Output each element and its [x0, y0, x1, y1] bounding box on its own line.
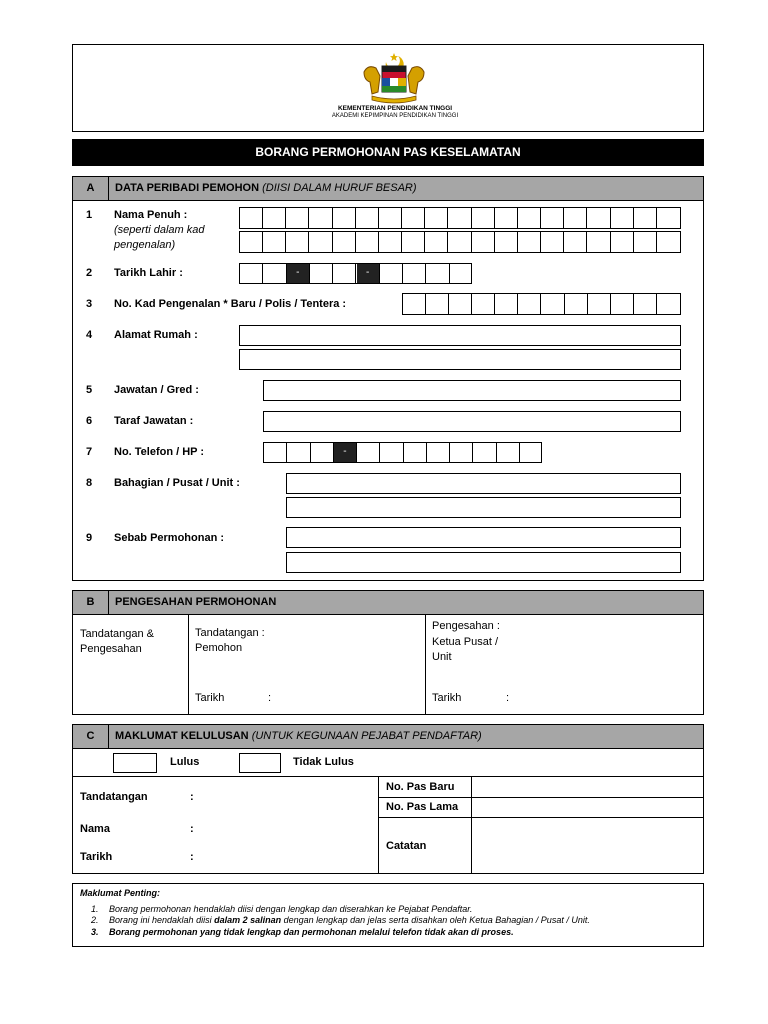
- section-c-letter: C: [73, 725, 109, 748]
- label-pemohon: Pemohon: [195, 642, 243, 654]
- char-cell[interactable]: [518, 208, 541, 228]
- coat-of-arms-logo: [358, 52, 430, 104]
- label-lulus: Lulus: [170, 756, 200, 768]
- form-title: BORANG PERMOHONAN PAS KESELAMATAN: [255, 145, 521, 159]
- char-cell[interactable]: [448, 208, 471, 228]
- label-tarikh-ketua: Tarikh: [432, 692, 462, 704]
- field-num-8: 8: [86, 477, 93, 489]
- section-b-divider-1: [188, 615, 189, 715]
- section-b-divider-2: [425, 615, 426, 715]
- char-cell[interactable]: [472, 208, 495, 228]
- note-num-1: 1.: [91, 904, 99, 914]
- char-cell[interactable]: [402, 208, 425, 228]
- char-cell[interactable]: [263, 208, 286, 228]
- label-nama-c: Nama: [80, 823, 110, 835]
- char-cell[interactable]: [263, 232, 286, 252]
- alamat-rumah-input-2[interactable]: [239, 349, 681, 370]
- label-kad-pengenalan: No. Kad Pengenalan * Baru / Polis / Tentera :: [114, 298, 347, 310]
- char-cell[interactable]: [495, 294, 518, 314]
- char-cell[interactable]: [611, 208, 634, 228]
- label-alamat-rumah: Alamat Rumah :: [114, 329, 198, 341]
- bahagian-input-1[interactable]: [286, 473, 681, 494]
- bahagian-input-2[interactable]: [286, 497, 681, 518]
- sebab-input-2[interactable]: [286, 552, 681, 573]
- char-cell[interactable]: [564, 208, 587, 228]
- note-text-2: Borang ini hendaklah diisi dalam 2 salinan dengan lengkap dan jelas serta disahkan oleh Ketua Bahagian / Pusat / Unit.: [109, 915, 590, 925]
- section-c-header: [73, 725, 703, 749]
- ministry-name: KEMENTERIAN PENDIDIKAN TINGGI: [337, 105, 453, 112]
- label-taraf-jawatan: Taraf Jawatan :: [114, 415, 194, 427]
- char-cell[interactable]: [425, 208, 448, 228]
- char-cell[interactable]: [634, 208, 657, 228]
- label-nama-penuh-note: (seperti dalam kad pengenalan): [114, 224, 205, 251]
- colon-tandatangan-c: :: [190, 791, 194, 803]
- char-cell[interactable]: [403, 294, 426, 314]
- label-tandatangan-pemohon: Tandatangan :: [195, 627, 265, 639]
- label-tidak-lulus: Tidak Lulus: [293, 756, 354, 768]
- char-cell[interactable]: [240, 232, 263, 252]
- section-b-letter: B: [73, 591, 109, 614]
- field-num-4: 4: [86, 329, 93, 341]
- char-cell[interactable]: [541, 232, 564, 252]
- field-num-7: 7: [86, 446, 93, 458]
- section-c-divider-1: [378, 776, 379, 874]
- char-cell[interactable]: [657, 294, 680, 314]
- char-cell[interactable]: [426, 294, 449, 314]
- char-cell[interactable]: [309, 232, 332, 252]
- label-sebab: Sebab Permohonan :: [114, 532, 225, 544]
- nama-penuh-row-2[interactable]: [239, 231, 681, 253]
- label-tandatangan-pengesahan: Tandatangan & Pengesahan: [80, 628, 155, 655]
- date-separator-2: -: [357, 264, 380, 283]
- section-a-header: [73, 177, 703, 201]
- no-pas-lama-input[interactable]: [472, 798, 703, 817]
- label-nama-penuh: Nama Penuh :: [114, 209, 188, 221]
- char-cell[interactable]: [564, 232, 587, 252]
- colon-tarikh-c: :: [190, 851, 194, 863]
- char-cell[interactable]: [588, 294, 611, 314]
- field-num-9: 9: [86, 532, 93, 544]
- section-c-title: MAKLUMAT KELULUSAN (UNTUK KEGUNAAN PEJABAT PENDAFTAR): [115, 730, 482, 742]
- date-separator-1: -: [287, 264, 310, 283]
- char-cell[interactable]: [402, 232, 425, 252]
- char-cell[interactable]: [587, 232, 610, 252]
- section-b-header: [73, 591, 703, 615]
- char-cell[interactable]: [634, 294, 657, 314]
- form-title-bar: [72, 139, 704, 166]
- char-cell[interactable]: [286, 232, 309, 252]
- label-pengesahan: Pengesahan :: [432, 620, 500, 632]
- char-cell[interactable]: [518, 294, 541, 314]
- char-cell[interactable]: [657, 232, 680, 252]
- telefon-input[interactable]: [263, 442, 542, 463]
- label-tarikh-lahir: Tarikh Lahir :: [114, 267, 183, 279]
- char-cell[interactable]: [449, 294, 472, 314]
- note-num-3: 3.: [91, 927, 99, 937]
- jawatan-gred-input[interactable]: [263, 380, 681, 401]
- field-num-3: 3: [86, 298, 93, 310]
- char-cell[interactable]: [657, 208, 680, 228]
- char-cell[interactable]: [333, 232, 356, 252]
- section-b-title: PENGESAHAN PERMOHONAN: [115, 596, 277, 608]
- field-num-6: 6: [86, 415, 93, 427]
- char-cell[interactable]: [379, 208, 402, 228]
- colon-nama-c: :: [190, 823, 194, 835]
- char-cell[interactable]: [356, 232, 379, 252]
- label-ketua-pusat: Ketua Pusat / Unit: [432, 636, 499, 663]
- char-cell[interactable]: [542, 294, 565, 314]
- char-cell[interactable]: [495, 232, 518, 252]
- alamat-rumah-input-1[interactable]: [239, 325, 681, 346]
- colon-tarikh-pemohon: :: [268, 692, 272, 704]
- label-bahagian: Bahagian / Pusat / Unit :: [114, 477, 240, 489]
- notes-heading: Maklumat Penting:: [80, 888, 161, 898]
- nama-penuh-row-1[interactable]: [239, 207, 681, 229]
- tidak-lulus-checkbox[interactable]: [239, 753, 281, 773]
- academy-name: AKADEMI KEPIMPINAN PENDIDIKAN TINGGI: [331, 113, 459, 119]
- catatan-input[interactable]: [472, 818, 703, 873]
- label-no-pas-lama: No. Pas Lama: [386, 801, 459, 813]
- no-pas-baru-input[interactable]: [472, 777, 703, 797]
- tarikh-lahir-input[interactable]: [239, 263, 472, 284]
- kad-pengenalan-input[interactable]: [402, 293, 681, 315]
- char-cell[interactable]: [611, 294, 634, 314]
- char-cell[interactable]: [472, 232, 495, 252]
- label-tarikh-pemohon: Tarikh: [195, 692, 225, 704]
- field-num-1: 1: [86, 209, 93, 221]
- char-cell[interactable]: [634, 232, 657, 252]
- label-jawatan-gred: Jawatan / Gred :: [114, 384, 199, 396]
- taraf-jawatan-input[interactable]: [263, 411, 681, 432]
- section-a-letter: A: [73, 177, 109, 200]
- char-cell[interactable]: [587, 208, 610, 228]
- char-cell[interactable]: [286, 208, 309, 228]
- char-cell[interactable]: [472, 294, 495, 314]
- char-cell[interactable]: [541, 208, 564, 228]
- note-text-3: Borang permohonan yang tidak lengkap dan permohonan melalui telefon tidak akan di proses.: [109, 927, 514, 937]
- label-telefon: No. Telefon / HP :: [114, 446, 205, 458]
- char-cell[interactable]: [379, 232, 402, 252]
- colon-tarikh-ketua: :: [506, 692, 510, 704]
- field-num-2: 2: [86, 267, 93, 279]
- char-cell[interactable]: [356, 208, 379, 228]
- phone-separator: -: [334, 443, 357, 462]
- char-cell[interactable]: [565, 294, 588, 314]
- lulus-checkbox[interactable]: [113, 753, 157, 773]
- note-num-2: 2.: [91, 915, 99, 925]
- char-cell[interactable]: [333, 208, 356, 228]
- char-cell[interactable]: [518, 232, 541, 252]
- field-num-5: 5: [86, 384, 93, 396]
- label-tarikh-c: Tarikh: [80, 851, 113, 863]
- section-a-title: DATA PERIBADI PEMOHON (DIISI DALAM HURUF BESAR): [115, 182, 417, 194]
- char-cell[interactable]: [309, 208, 332, 228]
- note-text-1: Borang permohonan hendaklah diisi dengan lengkap dan diserahkan ke Pejabat Pendaftar.: [109, 904, 473, 914]
- char-cell[interactable]: [240, 208, 263, 228]
- char-cell[interactable]: [425, 232, 448, 252]
- char-cell[interactable]: [495, 208, 518, 228]
- label-no-pas-baru: No. Pas Baru: [386, 781, 455, 793]
- char-cell[interactable]: [611, 232, 634, 252]
- sebab-input-1[interactable]: [286, 527, 681, 548]
- label-catatan: Catatan: [386, 840, 427, 852]
- label-tandatangan-c: Tandatangan: [80, 791, 148, 803]
- char-cell[interactable]: [448, 232, 471, 252]
